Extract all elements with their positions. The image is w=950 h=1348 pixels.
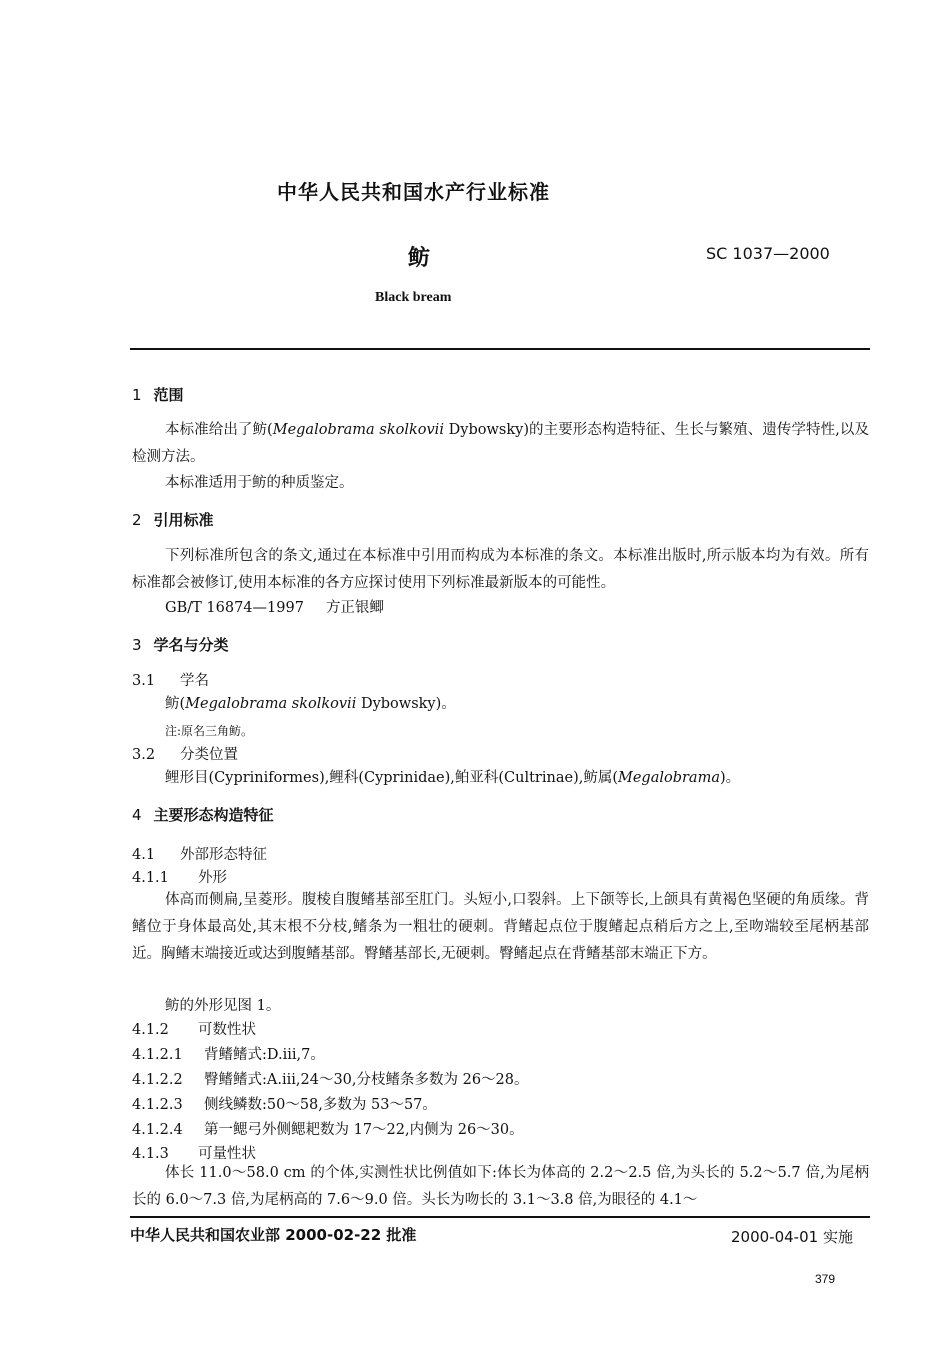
standard-title: 中华人民共和国水产行业标准 xyxy=(277,180,550,204)
section-4-1-2-heading: 4.1.2 可数性状 xyxy=(132,1022,256,1038)
appearance-paragraph: 体高而侧扁,呈菱形。腹棱自腹鳍基部至肛门。头短小,口裂斜。上下颌等长,上颌具有黄褐色坚硬的角质缘。背鳍位于身体最高处,其末根不分枝,鳍条为一粗壮的硬刺。背鳍起点位于腹鳍起点稍后方之上,至吻端较至尾柄基部近。胸鳍末端接近或达到腹鳍基部。臀鳍基部长,无硬刺。臀鳍起点在背鳍基部末端正下方。 xyxy=(132,892,869,962)
section-4-1-1-heading: 4.1.1 外形 xyxy=(132,870,227,886)
countable-item-2: 4.1.2.2 臀鳍鳍式:A.iii,24～30,分枝鳍条多数为 26～28。 xyxy=(132,1072,529,1088)
scientific-name-note: 注:原名三角鲂。 xyxy=(165,724,254,738)
section-2-heading: 2 引用标准 xyxy=(132,511,214,529)
countable-item-4: 4.1.2.4 第一鳃弓外侧鳃耙数为 17～22,内侧为 26～30。 xyxy=(132,1122,524,1138)
page-number: 379 xyxy=(815,1272,836,1286)
english-title: Black bream xyxy=(375,290,452,305)
section-4-1-3-heading: 4.1.3 可量性状 xyxy=(132,1146,256,1162)
section-1-paragraph-1: 本标准给出了鲂(Megalobrama skolkovii Dybowsky)的主要形态构造特征、生长与繁殖、遗传学特性,以及检测方法。 xyxy=(132,422,869,465)
doc-title: 鲂 xyxy=(408,246,431,271)
section-1-heading: 1 范围 xyxy=(132,386,184,404)
section-4-1-heading: 4.1 外部形态特征 xyxy=(132,847,267,863)
footer-rule xyxy=(130,1216,870,1218)
section-4-heading: 4 主要形态构造特征 xyxy=(132,806,274,824)
classification-text: 鲤形目(Cypriniformes),鲤科(Cyprinidae),鲌亚科(Cultrinae),鲂属(Megalobrama)。 xyxy=(165,770,741,786)
section-3-1-heading: 3.1 学名 xyxy=(132,673,209,689)
figure-reference: 鲂的外形见图 1。 xyxy=(165,998,281,1014)
section-1-paragraph-2: 本标准适用于鲂的种质鉴定。 xyxy=(165,475,354,491)
scientific-name: 鲂(Megalobrama skolkovii Dybowsky)。 xyxy=(165,696,456,712)
section-2-paragraph: 下列标准所包含的条文,通过在本标准中引用而构成为本标准的条文。本标准出版时,所示版本均为有效。所有标准都会被修订,使用本标准的各方应探讨使用下列标准最新版本的可能性。 xyxy=(132,548,869,591)
effective-date: 2000-04-01 实施 xyxy=(731,1228,853,1246)
measurable-paragraph: 体长 11.0～58.0 cm 的个体,实测性状比例值如下:体长为体高的 2.2～2.5 倍,为头长的 5.2～5.7 倍,为尾柄长的 6.0～7.3 倍,为尾柄高的 7.6～9.0 倍。头长为吻长的 3.1～3.8 倍,为眼径的 4.1～ xyxy=(132,1165,869,1208)
doc-code: SC 1037—2000 xyxy=(706,244,830,263)
approval-line: 中华人民共和国农业部 2000-02-22 批准 xyxy=(130,1226,417,1244)
reference-item: GB/T 16874—1997 方正银鲫 xyxy=(165,600,384,616)
countable-item-3: 4.1.2.3 侧线鳞数:50～58,多数为 53～57。 xyxy=(132,1097,437,1113)
section-3-2-heading: 3.2 分类位置 xyxy=(132,747,238,763)
header-rule xyxy=(130,348,870,350)
countable-item-1: 4.1.2.1 背鳍鳍式:D.iii,7。 xyxy=(132,1047,325,1063)
section-3-heading: 3 学名与分类 xyxy=(132,636,229,654)
